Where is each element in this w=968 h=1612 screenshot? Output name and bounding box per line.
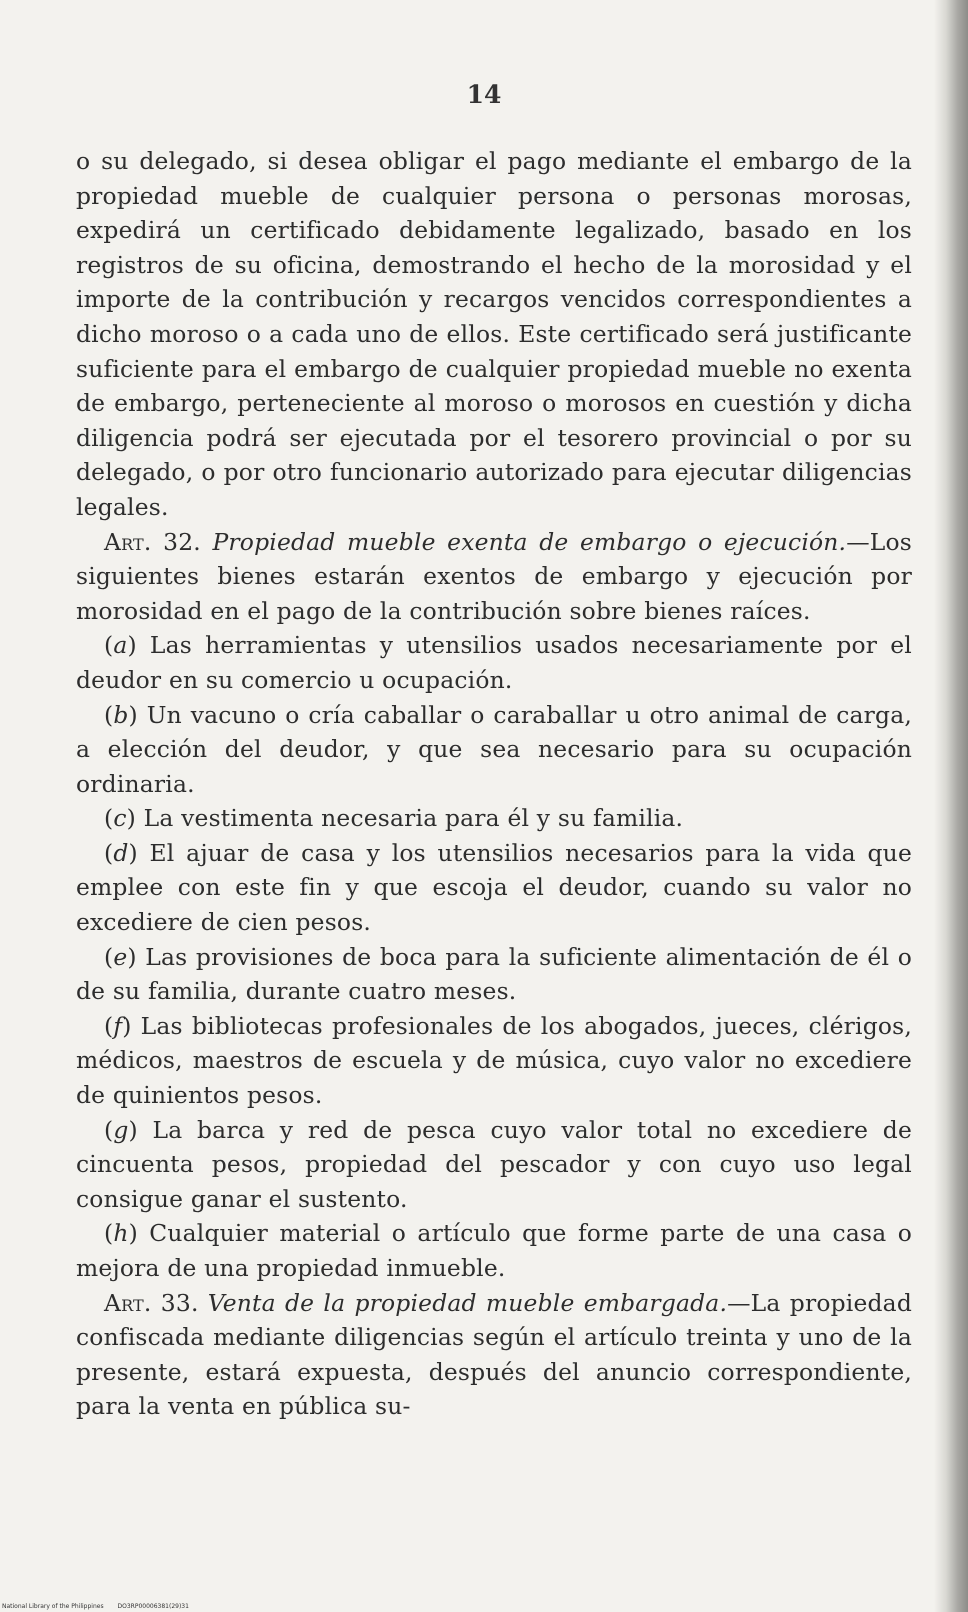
footer-code: DO3RP00006381(29)31 [117,1603,189,1610]
item-letter: d [113,838,129,867]
article-32 [76,525,912,629]
item-letter: c [113,804,127,833]
article-32-body: —Los siguientes bienes estarán exentos de embargo y ejecución por morosidad en el pago de la contribución sobre bienes raíces. [76,527,913,625]
page-edge-shadow [934,0,968,1612]
list-item: (f) Las bibliotecas profesionales de los abogados, jueces, clérigos, médicos, maestros de escuela y de música, cuyo valor no excediere de quinientos pesos. [76,1011,912,1110]
article-33-body: —La propiedad confiscada mediante diligencias según el artículo treinta y uno de la presente, estará expuesta, después del anuncio correspondiente, para la venta en pública su- [76,1288,912,1421]
item-text: La vestimenta necesaria para él y su familia. [143,804,684,833]
item-text: La barca y red de pesca cuyo valor total no excediere de cincuenta pesos, propiedad del pescador y con cuyo uso legal consigue ganar el sustento. [76,1115,912,1213]
item-text: El ajuar de casa y los utensilios necesarios para la vida que emplee con este fin y que escoja el deudor, cuando su valor no excediere de cien pesos. [76,838,912,937]
article-32-title: Propiedad mueble exenta de embargo o ejecución. [212,527,847,556]
list-item: (c) La vestimenta necesaria para él y su familia. [104,804,684,833]
footer-library: National Library of the Philippines [2,1603,104,1610]
article-33-title: Venta de la propiedad mueble embargada. [207,1288,728,1317]
list-item: (b) Un vacuno o cría caballar o caraballar u otro animal de carga, a elección del deudor, y que sea necesario para su ocupación ordinaria. [76,700,912,798]
list-item: (e) Las provisiones de boca para la suficiente alimentación de él o de su familia, durante cuatro meses. [76,942,912,1006]
list-item: (d) El ajuar de casa y los utensilios necesarios para la vida que emplee con este fin y que escoja el deudor, cuando su valor no excediere de cien pesos. [76,838,912,937]
list-item: (g) La barca y red de pesca cuyo valor total no excediere de cincuenta pesos, propiedad del pescador y con cuyo uso legal consigue ganar el sustento. [76,1115,912,1213]
item-text: Las herramientas y utensilios usados necesariamente por el deudor en su comercio u ocupación. [76,631,912,694]
article-33 [76,1286,912,1424]
item-letter: g [113,1115,129,1144]
item-letter: b [113,700,129,729]
article-33-label: Art. 33. [104,1288,199,1317]
item-letter: f [113,1011,123,1040]
article-32-label: Art. 32. [104,527,201,556]
item-text: Un vacuno o cría caballar o caraballar u otro animal de carga, a elección del deudor, y que sea necesario para su ocupación ordinaria. [76,700,912,798]
item-text: Cualquier material o artículo que forme parte de una casa o mejora de una propiedad inmueble. [76,1219,912,1282]
intro-paragraph: o su delegado, si desea obligar el pago mediante el embargo de la propiedad mueble de cualquier persona o personas morosas, expedirá un certificado debidamente legalizado, basado en los registros de su oficina, demostrando el hecho de la morosidad y el importe de la contribución y recargos vencidos correspondientes a dicho moroso o a cada uno de ellos. Este certificado será justificante suficiente para el embargo de cualquier propiedad mueble no exenta de embargo, perteneciente al moroso o morosos en cuestión y dicha diligencia podrá ser ejecutada por el tesorero provincial o por su delegado, o por otro funcionario autorizado para ejecutar diligencias legales. [76,147,912,521]
page-number: 14 [466,80,502,109]
list-item: (a) Las herramientas y utensilios usados necesariamente por el deudor en su comercio u ocupación. [76,631,912,694]
item-text: Las bibliotecas profesionales de los abogados, jueces, clérigos, médicos, maestros de escuela y de música, cuyo valor no excediere de quinientos pesos. [76,1011,912,1110]
page-body [76,144,912,1424]
scan-footer [2,1603,201,1610]
item-letter: a [113,631,128,660]
item-text: Las provisiones de boca para la suficiente alimentación de él o de su familia, durante cuatro meses. [76,942,912,1006]
list-item: (h) Cualquier material o artículo que forme parte de una casa o mejora de una propiedad inmueble. [76,1219,912,1282]
item-letter: h [113,1219,129,1248]
item-letter: e [113,942,128,971]
